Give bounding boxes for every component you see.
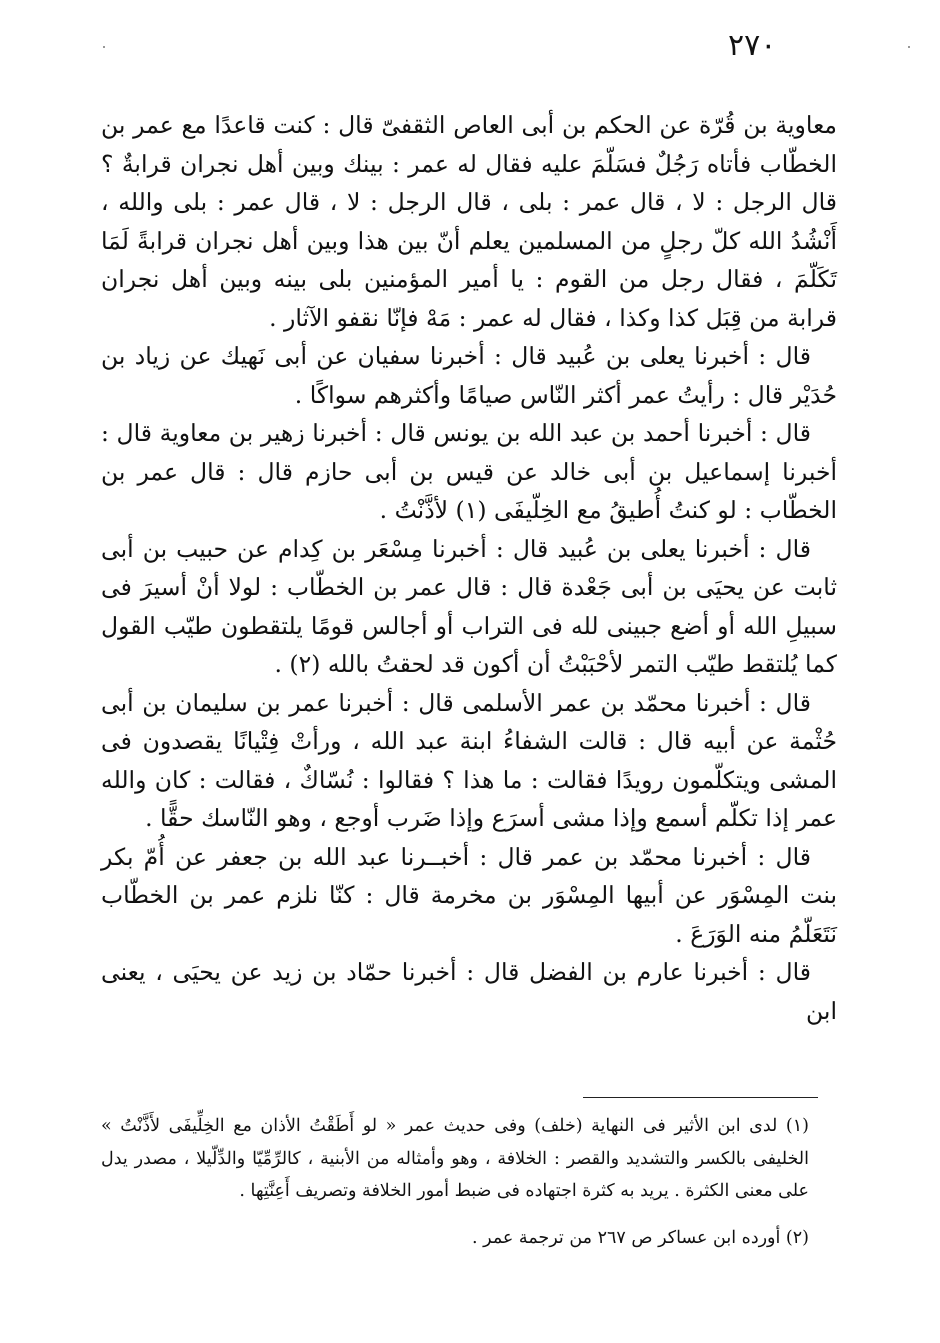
- footnote-separator: [583, 1097, 818, 1098]
- footnote-2: (٢) أورده ابن عساكر ص ٢٦٧ من ترجمة عمر .: [472, 1227, 809, 1248]
- paragraph-4: قال : أخبرنا يعلى بن عُبيد قال : أخبرنا مِسْعَر بن كِدام عن حبيب بن أبى ثابت عن يحيَى بن أبى جَعْدة قال : قال عمر بن الخطّاب : لولا أنْ أسيرَ فى سبيلِ الله أو أضع جبينى لله فى التراب أو أجالس قومًا يلتقطون طيّب القول كما يُلتقط طيّب التمر لأحْبَبْتُ أن أكون قد لحقتُ بالله (٢) .: [101, 534, 837, 678]
- paragraph-2: قال : أخبرنا يعلى بن عُبيد قال : أخبرنا سفيان عن أبى نَهيك عن زياد بن حُدَيْر قال : رأيتُ عمر أكثر النّاس صيامًا وأكثرهم سواكًا .: [101, 342, 837, 409]
- scan-speck: [103, 46, 105, 48]
- footnote-1: (١) لدى ابن الأثير فى النهاية (خلف) وفى حديث عمر « لو أَطَقْتُ الأذان مع الخِلِّيفَى لأَذَّنْتُ » الخليفى بالكسر والتشديد والقصر : الخلافة ، وهو وأمثاله من الأبنية ، كالرِّمِّيّا والدِّلّيلا ، مصدر يدل على معنى الكثرة . يريد به كثرة اجتهاده فى ضبط أمور الخلافة وتصريف أَعِنَّتِها .: [101, 1116, 809, 1201]
- paragraph-1: معاوية بن قُرّة عن الحكم بن أبى العاص الثقفىّ قال : كنت قاعدًا مع عمر بن الخطّاب فأتاه رَجُلٌ فسَلّمَ عليه فقال له عمر : بينك وبين أهل نجران قرابةٌ ؟ قال الرجل : لا ، قال عمر : بلى ، قال الرجل : لا ، قال عمر : بلى والله ، أَنْشُدُ الله كلّ رجلٍ من المسلمين يعلم أنّ بين هذا وبين أهل نجران قرابةً لَمَا تَكَلّمَ ، فقال رجل من القوم : يا أمير المؤمنين بلى بينه وبين أهل نجران قرابة من قِبَل كذا وكذا ، فقال له عمر : مَهْ فإنّا نقفو الآثار .: [101, 111, 837, 332]
- page-number: ٢٧٠: [728, 28, 777, 63]
- paragraph-6: قال : أخبرنا محمّد بن عمر قال : أخبــرنا عبد الله بن جعفر عن أُمّ بكر بنت المِسْوَر عن أبيها المِسْوَر بن مخرمة قال : كنّا نلزم عمر بن الخطّاب نَتَعَلّمُ منه الوَرَعَ .: [101, 842, 837, 948]
- paragraph-5: قال : أخبرنا محمّد بن عمر الأسلمى قال : أخبرنا عمر بن سليمان بن أبى حُثْمة عن أبيه قال : قالت الشفاءُ ابنة عبد الله ، ورأتْ فِتْيانًا يقصدون فى المشى ويتكلّمون رويدًا فقالت : ما هذا ؟ فقالوا : نُسّاكٌ ، فقالت : كان والله عمر إذا تكلّم أسمع وإذا مشى أسرَع وإذا ضَرب أوجع ، وهو النّاسك حقًّا .: [101, 688, 837, 832]
- scan-speck: [908, 46, 910, 48]
- body-text: [101, 106, 837, 1030]
- paragraph-7: قال : أخبرنا عارم بن الفضل قال : أخبرنا حمّاد بن زيد عن يحيَى ، يعنى ابن: [101, 958, 837, 1025]
- paragraph-3: قال : أخبرنا أحمد بن عبد الله بن يونس قال : أخبرنا زهير بن معاوية قال : أخبرنا إسماعيل بن أبى خالد عن قيس بن أبى حازم قال : قال عمر بن الخطّاب : لو كنتُ أُطيقُ مع الخِلّيفَى (١) لأذَّنْتُ .: [101, 419, 837, 524]
- footnotes: [101, 1110, 809, 1254]
